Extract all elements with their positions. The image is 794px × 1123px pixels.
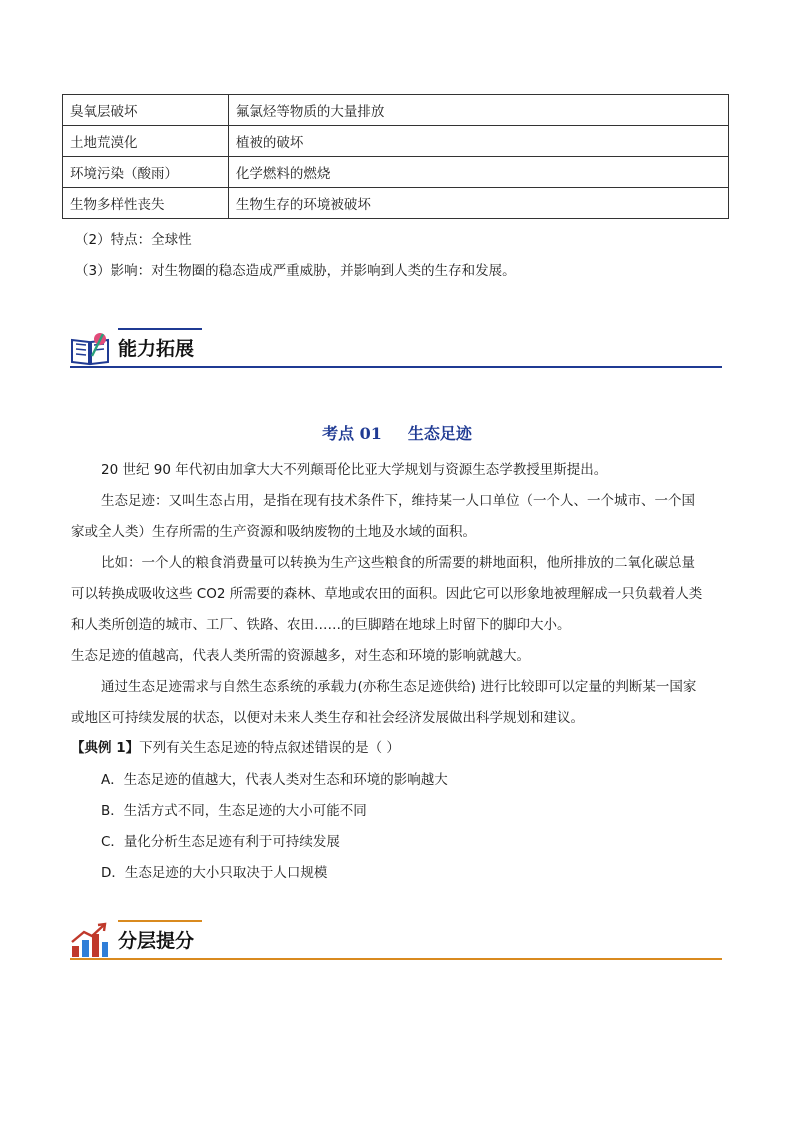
cause-cell: 生物生存的环境被破坏 (228, 188, 728, 219)
paragraph-text: 生态足迹：又叫生态占用，是指在现有技术条件下，维持某一人口单位（一个人、一个城市、一个国 (101, 493, 695, 509)
cause-cell: 植被的破坏 (228, 126, 728, 157)
table-row (63, 157, 729, 188)
paragraph-text: 生态足迹的值越高，代表人类所需的资源越多，对生态和环境的影响就越大。 (71, 648, 530, 664)
section-divider (70, 366, 722, 368)
paragraph-example (71, 548, 729, 641)
paragraph-text: 通过生态足迹需求与自然生态系统的承载力(亦称生态足迹供给) 进行比较即可以定量的判断某一国家 (101, 679, 697, 695)
feature-point: （2）特点：全球性 (75, 232, 192, 248)
option-a: A．生态足迹的值越大，代表人类对生态和环境的影响越大 (101, 772, 448, 788)
table-row (63, 95, 729, 126)
table-row (63, 188, 729, 219)
section-header-ability (70, 328, 722, 368)
section-divider (70, 958, 722, 960)
section-header-tiered (70, 920, 722, 960)
impact-point: （3）影响：对生物圈的稳态造成严重威胁，并影响到人类的生存和发展。 (75, 263, 516, 279)
environment-issues-table (62, 94, 729, 219)
option-b: B．生活方式不同，生态足迹的大小可能不同 (101, 803, 367, 819)
cause-cell: 化学燃料的燃烧 (228, 157, 728, 188)
paragraph-comparison (71, 672, 729, 734)
paragraph-value (71, 641, 729, 672)
issue-cell: 环境污染（酸雨） (63, 157, 229, 188)
book-icon (70, 330, 110, 366)
section-top-bar (118, 328, 202, 330)
paragraph-text: 家或全人类）生存所需的生产资源和吸纳废物的土地及水域的面积。 (71, 524, 476, 540)
topic-name: 生态足迹 (407, 424, 472, 443)
section-top-bar (118, 920, 202, 922)
cause-cell: 氟氯烃等物质的大量排放 (228, 95, 728, 126)
paragraph-origin (71, 455, 729, 486)
table-row (63, 126, 729, 157)
issue-cell: 臭氧层破坏 (63, 95, 229, 126)
paragraph-definition (71, 486, 729, 548)
example-question (71, 738, 400, 758)
question-text: 下列有关生态足迹的特点叙述错误的是（ ） (139, 740, 400, 756)
paragraph-text: 或地区可持续发展的状态，以便对未来人类生存和社会经济发展做出科学规划和建议。 (71, 710, 584, 726)
bar-chart-icon (70, 922, 110, 958)
option-c: C．量化分析生态足迹有利于可持续发展 (101, 834, 340, 850)
paragraph-text: 可以转换成吸收这些 CO2 所需要的森林、草地或农田的面积。因此它可以形象地被理解成一只负载着人类 (71, 586, 703, 602)
example-tag: 【典例 1】 (71, 740, 140, 756)
paragraph-text: 和人类所创造的城市、工厂、铁路、农田……的巨脚踏在地球上时留下的脚印大小。 (71, 617, 571, 633)
topic-heading (0, 421, 794, 444)
paragraph-text: 比如：一个人的粮食消费量可以转换为生产这些粮食的所需要的耕地面积，他所排放的二氧化碳总量 (101, 555, 695, 571)
section-title: 分层提分 (118, 930, 195, 952)
issue-cell: 土地荒漠化 (63, 126, 229, 157)
issue-cell: 生物多样性丧失 (63, 188, 229, 219)
topic-label: 考点 01 (322, 424, 382, 443)
option-d: D．生态足迹的大小只取决于人口规模 (101, 865, 328, 881)
section-title: 能力拓展 (118, 338, 195, 360)
paragraph-text: 20 世纪 90 年代初由加拿大大不列颠哥伦比亚大学规划与资源生态学教授里斯提出。 (101, 462, 608, 478)
